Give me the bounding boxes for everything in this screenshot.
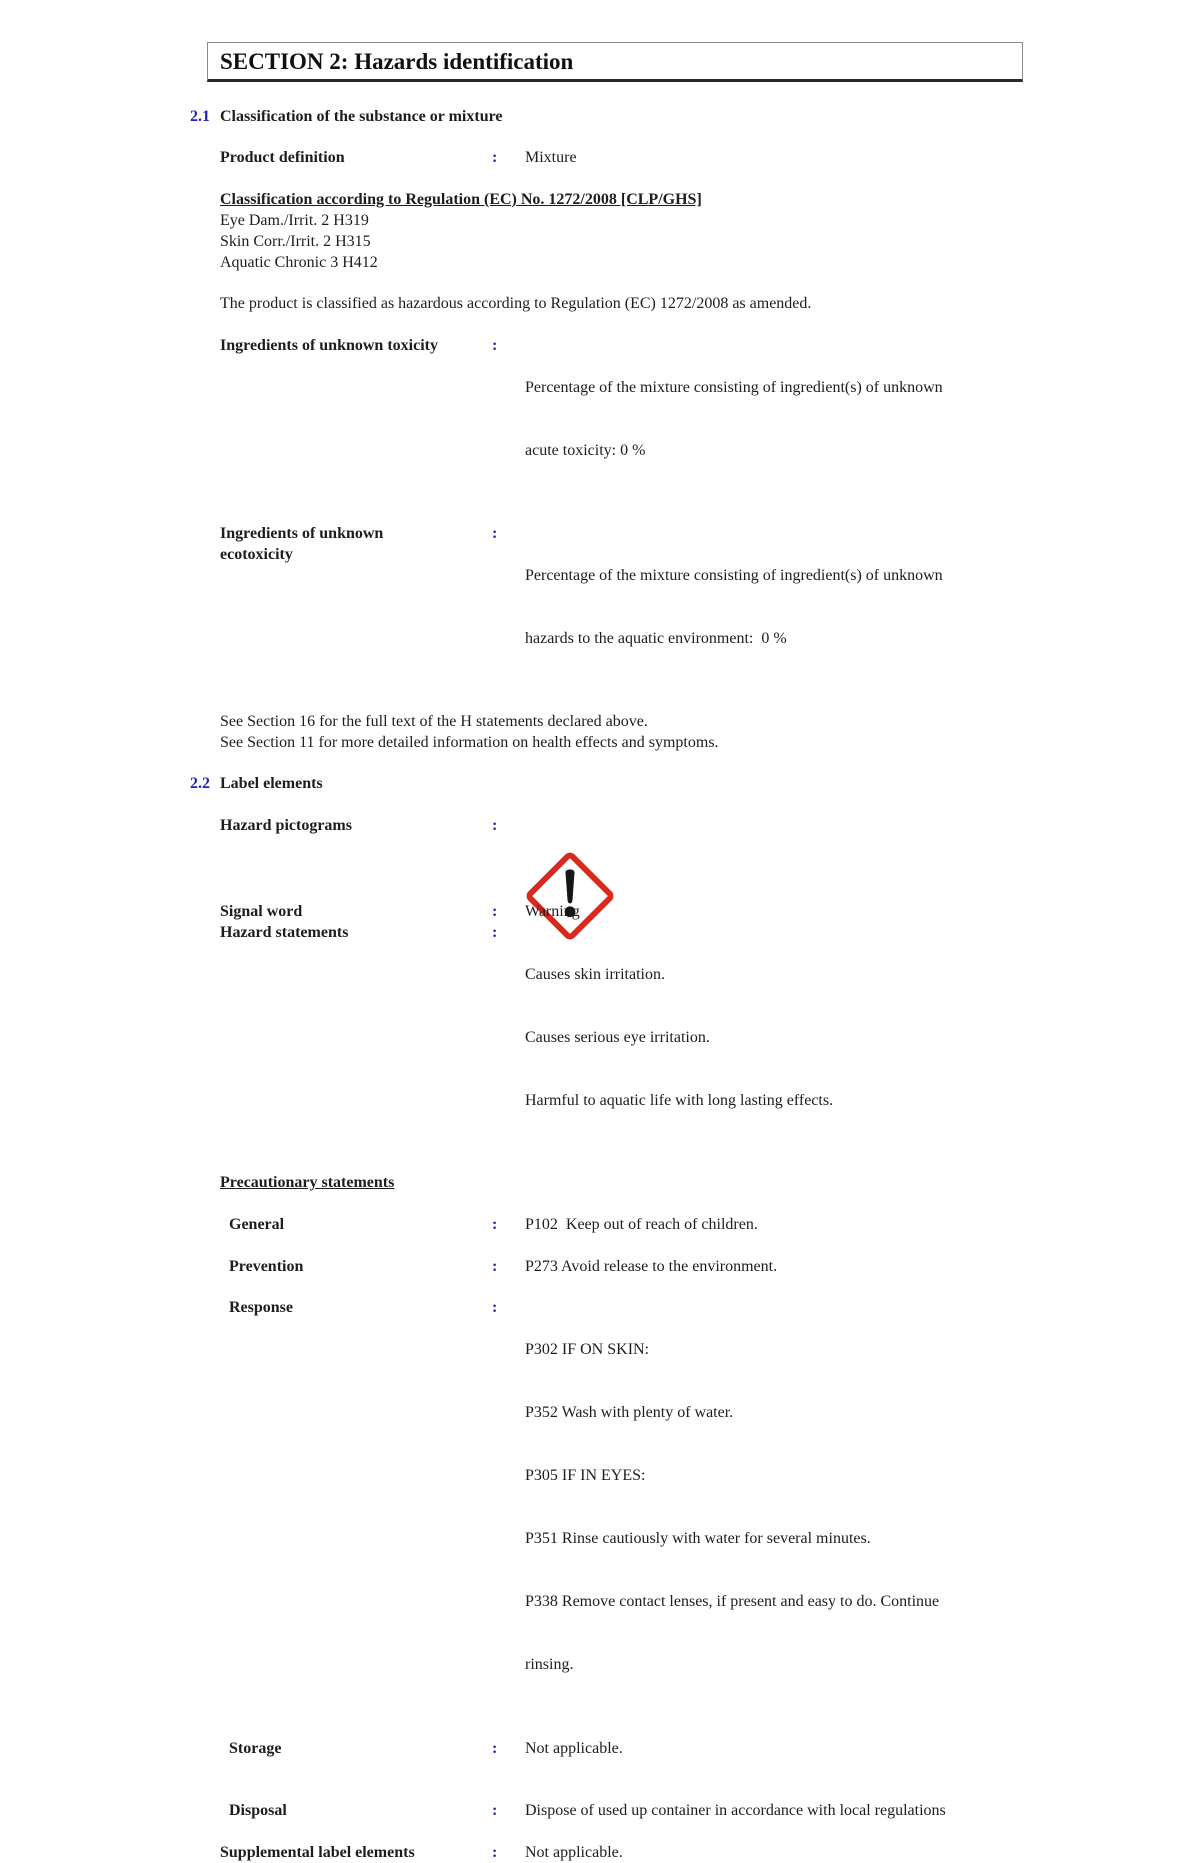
value-line: Percentage of the mixture consisting of ingredient(s) of unknown [525, 379, 943, 396]
field-colon: : [492, 337, 498, 354]
value-line: Percentage of the mixture consisting of ingredient(s) of unknown [525, 567, 943, 584]
field-row-unknown-toxicity [183, 335, 1023, 503]
value-line: acute toxicity: 0 % [525, 442, 646, 459]
field-row-prevention [183, 1256, 1023, 1277]
precautionary-heading: Precautionary statements [220, 1174, 395, 1191]
value-line: P351 Rinse cautiously with water for several minutes. [525, 1530, 871, 1547]
field-label [220, 523, 492, 565]
field-value [525, 922, 1023, 1153]
field-colon: : [492, 525, 498, 542]
field-label: Product definition [220, 149, 345, 166]
field-value [525, 335, 1023, 503]
field-colon: : [492, 1216, 498, 1233]
value-line: Causes serious eye irritation. [525, 1029, 710, 1046]
field-label: General [229, 1216, 285, 1233]
value-line: P352 Wash with plenty of water. [525, 1404, 734, 1421]
regulation-heading: Classification according to Regulation (EC) No. 1272/2008 [CLP/GHS] [220, 191, 702, 208]
field-row-hazard-pictograms [183, 815, 1023, 899]
field-row-supplemental [183, 1842, 1023, 1863]
see-note: See Section 16 for the full text of the H statements declared above. [220, 713, 648, 730]
field-row-disposal [183, 1800, 1023, 1821]
subsection-number: 2.2 [190, 775, 210, 792]
sds-page [0, 42, 1023, 1863]
value-line: Causes skin irritation. [525, 966, 665, 983]
field-label: Supplemental label elements [220, 1844, 415, 1861]
field-row-storage [183, 1738, 1023, 1759]
subsection-title: Classification of the substance or mixture [220, 108, 503, 125]
hazard-class-item: Eye Dam./Irrit. 2 H319 [220, 212, 369, 229]
field-row-hazard-statements [183, 922, 1023, 1153]
hazard-class-list [220, 210, 1023, 273]
field-colon: : [492, 149, 498, 166]
hazard-class-item: Skin Corr./Irrit. 2 H315 [220, 233, 371, 250]
hazard-class-item: Aquatic Chronic 3 H412 [220, 254, 378, 271]
section-title: SECTION 2: Hazards identification [220, 49, 574, 74]
field-colon: : [492, 817, 498, 834]
field-label: Ingredients of unknown toxicity [220, 337, 438, 354]
field-colon: : [492, 903, 498, 920]
subsection-heading-2-1 [183, 106, 1023, 127]
field-label: Storage [229, 1740, 282, 1757]
field-value: Not applicable. [525, 1844, 623, 1861]
value-line: P302 IF ON SKIN: [525, 1341, 650, 1358]
field-value: P273 Avoid release to the environment. [525, 1258, 778, 1275]
section-header-box [207, 42, 1023, 82]
value-line: Harmful to aquatic life with long lasting effects. [525, 1092, 834, 1109]
field-colon: : [492, 924, 498, 941]
value-line: hazards to the aquatic environment: 0 % [525, 630, 787, 647]
field-value: Not applicable. [525, 1740, 623, 1757]
field-colon: : [492, 1740, 498, 1757]
field-colon: : [492, 1299, 498, 1316]
field-value: P102 Keep out of reach of children. [525, 1216, 758, 1233]
field-value: Warning [525, 903, 580, 920]
field-label-text: Ingredients of unknown ecotoxicity [220, 525, 384, 563]
field-colon: : [492, 1844, 498, 1861]
see-section-notes [220, 711, 1023, 753]
field-row-response [183, 1297, 1023, 1717]
field-label: Disposal [229, 1802, 287, 1819]
field-label: Hazard statements [220, 924, 349, 941]
classified-note: The product is classified as hazardous according to Regulation (EC) 1272/2008 as amended. [220, 295, 812, 312]
field-label: Prevention [229, 1258, 304, 1275]
subsection-number: 2.1 [190, 108, 210, 125]
see-note: See Section 11 for more detailed information on health effects and symptoms. [220, 734, 719, 751]
value-line: rinsing. [525, 1656, 574, 1673]
field-row-general [183, 1214, 1023, 1235]
field-value [525, 523, 1023, 691]
field-row-unknown-ecotoxicity [183, 523, 1023, 691]
field-row-product-definition [183, 147, 1023, 168]
field-colon: : [492, 1258, 498, 1275]
field-label: Signal word [220, 903, 303, 920]
value-line: P305 IF IN EYES: [525, 1467, 646, 1484]
field-value: Mixture [525, 149, 577, 166]
field-label: Hazard pictograms [220, 817, 352, 834]
field-row-signal-word [183, 901, 1023, 922]
field-value [525, 1297, 1023, 1717]
field-colon: : [492, 1802, 498, 1819]
field-value: Dispose of used up container in accordance with local regulations [525, 1802, 946, 1819]
subsection-title: Label elements [220, 775, 323, 792]
subsection-heading-2-2 [183, 773, 1023, 794]
field-label: Response [229, 1299, 294, 1316]
value-line: P338 Remove contact lenses, if present and easy to do. Continue [525, 1593, 940, 1610]
